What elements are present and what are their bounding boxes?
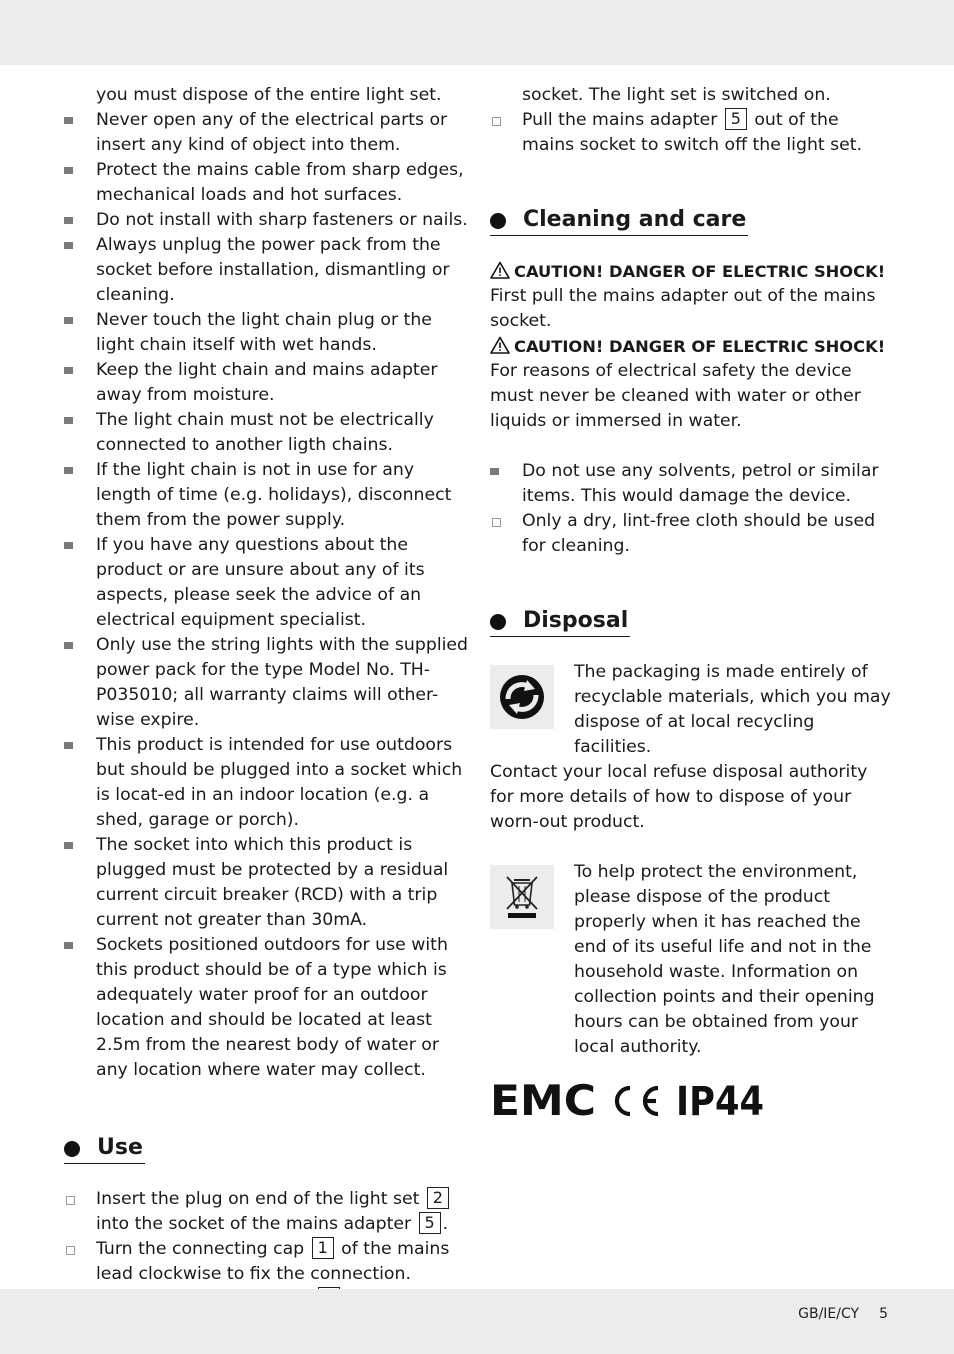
emc-mark: EMC [490, 1076, 596, 1125]
checkbox-icon [66, 1196, 75, 1205]
safety-item-text: Always unplug the power pack from the socket before installation, dismantling or cleaning. [96, 235, 450, 305]
use-heading [64, 1133, 145, 1164]
safety-list-item [64, 233, 469, 308]
safety-list-item [64, 208, 469, 233]
cleaning-item-1: Do not use any solvents, petrol or similar items. This would damage the device. [490, 459, 894, 509]
square-bullet-icon [64, 642, 73, 649]
green-dot-recycling-icon [490, 665, 554, 729]
safety-list [64, 108, 469, 1083]
disposal-heading [490, 606, 630, 637]
packaging-row [490, 660, 894, 757]
safety-item-text: If you have any questions about the product or are unsure about any of its aspects, please seek the advice of an electrical equipment specialist. [96, 535, 425, 630]
safety-list-item [64, 108, 469, 158]
safety-item-text: Keep the light chain and mains adapter away from moisture. [96, 360, 438, 405]
square-bullet-icon [64, 367, 73, 374]
cleaning-heading-text: Cleaning and care [523, 207, 747, 232]
cleaning-item-2: Only a dry, lint-free cloth should be used for cleaning. [490, 509, 894, 559]
safety-item-text: Only use the string lights with the supplied power pack for the type Model No. TH-P035010; all warranty claims will other-wise expire. [96, 635, 469, 730]
square-bullet-icon [64, 467, 73, 474]
safety-list-item [64, 833, 469, 933]
disposal-heading-text: Disposal [523, 608, 629, 633]
top-band [0, 0, 954, 65]
safety-list-item [64, 358, 469, 408]
ip-rating-mark: IP44 [676, 1079, 764, 1125]
safety-list-item [64, 733, 469, 833]
safety-item-text: Do not install with sharp fasteners or nails. [96, 210, 468, 230]
certification-marks [490, 1075, 894, 1125]
square-bullet-icon [64, 842, 73, 849]
square-bullet-icon [64, 417, 73, 424]
environment-text: To help protect the environment, please dispose of the product properly when it has reached the end of its useful life and not in the household waste. Information on collection points and their opening hours can be obtained from your local authority. [574, 862, 875, 1057]
square-bullet-icon [64, 217, 73, 224]
square-bullet-icon [64, 317, 73, 324]
safety-item-text: Protect the mains cable from sharp edges, mechanical loads and hot surfaces. [96, 160, 464, 205]
page-footer [798, 1304, 888, 1324]
crossed-out-wheelie-bin-icon [490, 865, 554, 929]
checkbox-icon [492, 117, 501, 126]
checkbox-icon [492, 518, 501, 527]
ce-mark-icon [617, 1088, 658, 1114]
safety-list-item [64, 533, 469, 633]
footer-region: GB/IE/CY [798, 1306, 860, 1322]
heading-bullet-icon [490, 213, 506, 229]
part-ref-1: 1 [312, 1237, 334, 1259]
safety-list-item [64, 458, 469, 533]
left-column [64, 83, 469, 1337]
square-bullet-icon [64, 242, 73, 249]
caution-2-text: For reasons of electrical safety the device must never be cleaned with water or other liquids or immersed in water. [490, 361, 861, 431]
safety-item-text: Sockets positioned outdoors for use with this product should be of a type which is adequately water proof for an outdoor location and should be located at least 2.5m from the nearest body of water or any location where water may collect. [96, 935, 448, 1080]
square-bullet-icon [64, 542, 73, 549]
caution-1-text: First pull the mains adapter out of the mains socket. [490, 286, 876, 331]
warning-triangle-icon [490, 336, 510, 354]
use-heading-text: Use [97, 1135, 143, 1160]
square-bullet-icon [490, 468, 499, 475]
right-column [490, 83, 894, 1125]
square-bullet-icon [64, 942, 73, 949]
safety-list-item [64, 158, 469, 208]
cleaning-heading [490, 205, 748, 236]
safety-item-text: Never open any of the electrical parts or insert any kind of object into them. [96, 110, 448, 155]
safety-list-item [64, 633, 469, 733]
safety-item-text: This product is intended for use outdoors but should be plugged into a socket which is locat-ed in an indoor location (e.g. a shed, garage or porch). [96, 735, 463, 830]
square-bullet-icon [64, 167, 73, 174]
safety-item-text: If the light chain is not in use for any length of time (e.g. holidays), disconnect them from the power supply. [96, 460, 452, 530]
square-bullet-icon [64, 742, 73, 749]
use-step-2: Turn the connecting cap 1 of the mains lead clockwise to fix the connection. [64, 1237, 469, 1287]
caution-warning-2: CAUTION! DANGER OF ELECTRIC SHOCK! [490, 334, 894, 359]
checkbox-icon [66, 1246, 75, 1255]
warning-triangle-icon [490, 261, 510, 279]
safety-list-item [64, 308, 469, 358]
safety-item-text: The light chain must not be electrically connected to another ligth chains. [96, 410, 434, 455]
square-bullet-icon [64, 117, 73, 124]
safety-item-text: The socket into which this product is plugged must be protected by a residual current circuit breaker (RCD) with a trip current not greater than 30mA. [96, 835, 449, 930]
part-ref-5: 5 [419, 1212, 441, 1234]
safety-list-item [64, 933, 469, 1083]
safety-item-text: Never touch the light chain plug or the light chain itself with wet hands. [96, 310, 432, 355]
use-step-1: Insert the plug on end of the light set 2 into the socket of the mains adapter 5 . [64, 1187, 469, 1237]
part-ref-2: 2 [427, 1187, 449, 1209]
packaging-text: The packaging is made entirely of recyclable materials, which you may dispose of at local recycling facilities. [574, 662, 891, 757]
safety-list-item [64, 408, 469, 458]
contact-text: Contact your local refuse disposal authority for more details of how to dispose of your worn-out product. [490, 762, 868, 832]
heading-bullet-icon [64, 1141, 80, 1157]
part-ref-5: 5 [725, 108, 747, 130]
intro-continuation: you must dispose of the entire light set. [96, 85, 442, 105]
environment-row [490, 860, 894, 1057]
heading-bullet-icon [490, 614, 506, 630]
use-step-4: Pull the mains adapter 5 out of the mains socket to switch off the light set. [490, 108, 894, 158]
caution-warning-1: CAUTION! DANGER OF ELECTRIC SHOCK! [490, 259, 894, 284]
use-continuation: socket. The light set is switched on. [522, 85, 831, 105]
page-number: 5 [879, 1306, 888, 1322]
